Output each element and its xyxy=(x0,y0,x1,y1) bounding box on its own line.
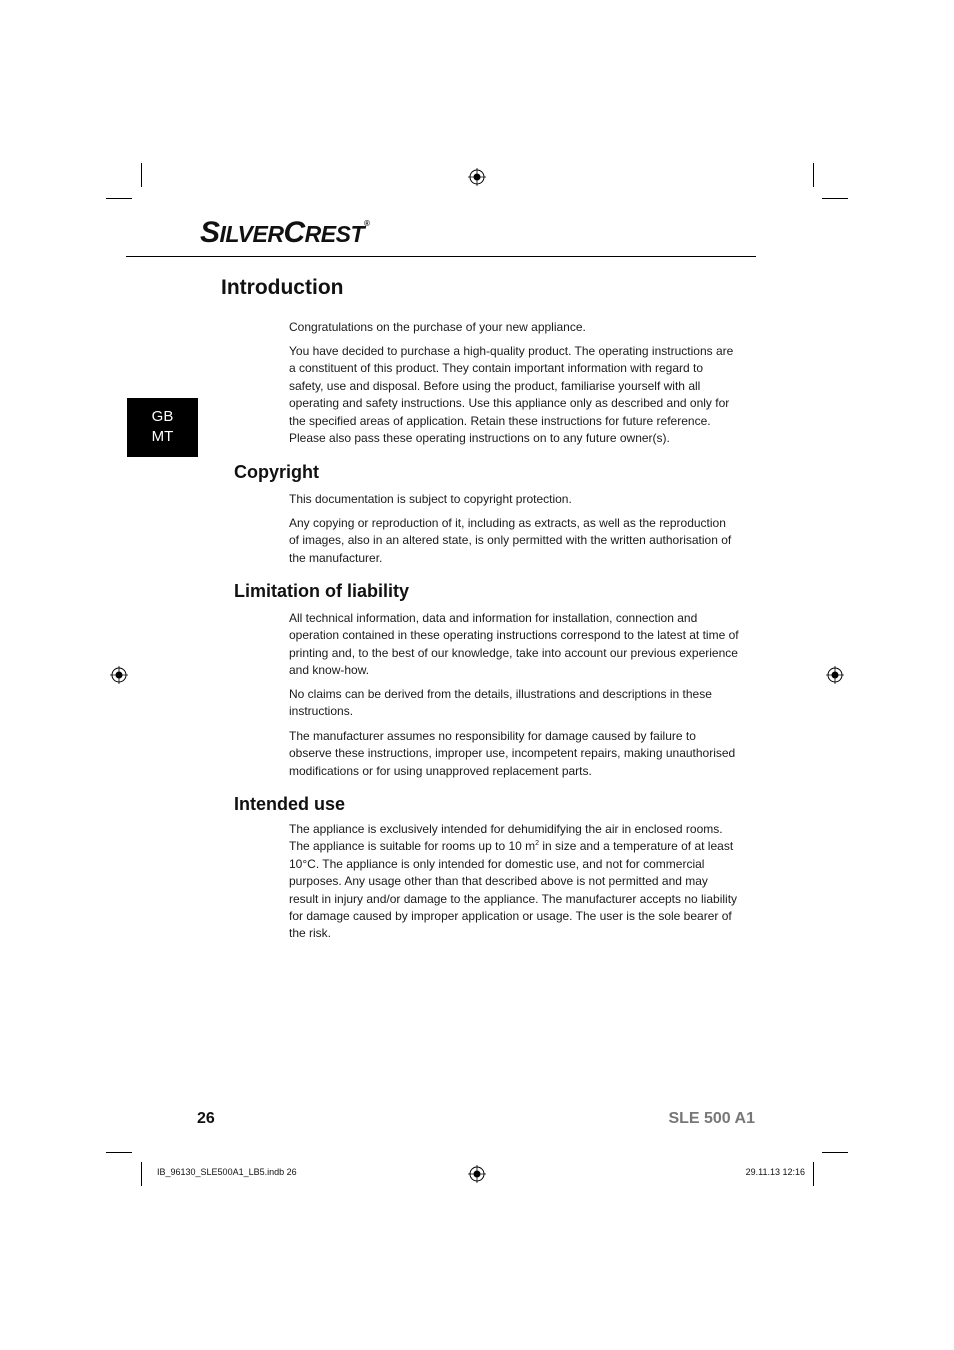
crop-mark xyxy=(141,163,142,187)
page-title: Introduction xyxy=(221,276,344,299)
section-heading-intended-use: Intended use xyxy=(234,794,346,814)
slug-date-info: 29.11.13 12:16 xyxy=(745,1167,805,1177)
copyright-paragraph-2: Any copying or reproduction of it, including as extracts, as well as the reproduction of images, also in an altered state, is only permitted with the written authorisation of the manufacturer. xyxy=(289,516,732,565)
crop-mark xyxy=(141,1162,142,1186)
language-tab xyxy=(127,398,198,457)
crop-mark xyxy=(813,1162,814,1186)
intended-use-paragraph xyxy=(289,821,739,943)
intro-paragraph-2: You have decided to purchase a high-quality product. The operating instructions are a constituent of this product. They contain important information with regard to safety, use and disposal. Before using the product, familiarise yourself with all operating and safety instructions. Use this appliance only as described and only for the specified areas of application. Retain these instructions for future reference. Please also pass these operating instructions on to any future owner(s). xyxy=(289,344,734,446)
registered-mark: ® xyxy=(364,219,370,228)
intended-use-text-b: in size and a temperature of at least 10°C. The appliance is only intended for domestic use, and not for commercial purposes. Any usage other than that described above is not permitted and may result in injury and/or damage to the appliance. The manufacturer accepts no liability for damage caused by improper application or usage. The user is the sole bearer of the risk. xyxy=(289,839,738,941)
registration-mark-icon xyxy=(468,168,486,186)
page-number: 26 xyxy=(197,1110,215,1127)
header-rule xyxy=(126,256,756,257)
crop-mark xyxy=(106,1152,132,1153)
registration-mark-icon xyxy=(826,666,844,684)
liability-paragraph-1: All technical information, data and information for installation, connection and operation contained in these operating instructions correspond to the latest at time of printing and, to the best of our knowledge, take into account our previous experience and know-how. xyxy=(289,611,739,678)
crop-mark xyxy=(813,163,814,187)
liability-paragraph-3: The manufacturer assumes no responsibility for damage caused by failure to observe these instructions, improper use, incompetent repairs, making unauthorised modifications or for using unapproved replacement parts. xyxy=(289,729,736,778)
language-tab-line1: GB xyxy=(151,408,174,425)
crop-mark xyxy=(822,1152,848,1153)
section-heading-liability: Limitation of liability xyxy=(234,581,409,601)
language-tab-line2: MT xyxy=(151,428,174,445)
intro-paragraph-1: Congratulations on the purchase of your new appliance. xyxy=(289,320,586,334)
crop-mark xyxy=(822,198,848,199)
registration-mark-icon xyxy=(468,1165,486,1183)
superscript-two: 2 xyxy=(535,840,540,848)
liability-paragraph-2: No claims can be derived from the details, illustrations and descriptions in these instructions. xyxy=(289,687,712,719)
model-number: SLE 500 A1 xyxy=(668,1110,755,1127)
section-heading-copyright: Copyright xyxy=(234,462,319,482)
copyright-paragraph-1: This documentation is subject to copyright protection. xyxy=(289,492,572,506)
intended-use-text-a: The appliance is exclusively intended for dehumidifying the air in enclosed rooms. The appliance is suitable for rooms up to 10 m xyxy=(289,822,723,854)
brand-logo: SILVERCREST® xyxy=(200,216,370,249)
crop-mark xyxy=(106,198,132,199)
slug-file-info: IB_96130_SLE500A1_LB5.indb 26 xyxy=(157,1167,297,1177)
registration-mark-icon xyxy=(110,666,128,684)
